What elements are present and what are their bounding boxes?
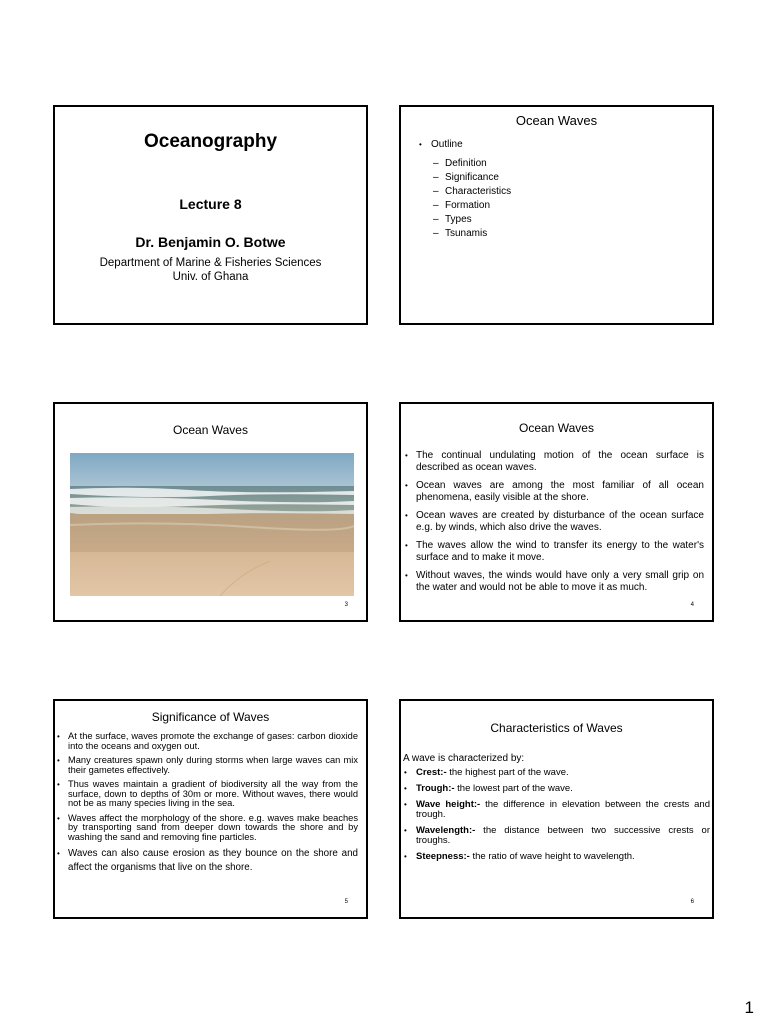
list-item: • The waves allow the wind to transfer its energy to the water's surface and to make it move. (405, 540, 704, 564)
term: Steepness:- (416, 851, 470, 862)
affiliation (55, 256, 366, 284)
outline-label: Outline (431, 139, 463, 150)
department: Department of Marine & Fisheries Sciences (99, 257, 322, 269)
slide-number: 3 (344, 602, 348, 608)
list-item: – Definition (433, 158, 487, 169)
university: Univ. of Ghana (172, 271, 249, 283)
slide-number: 4 (690, 602, 694, 608)
slide-significance (53, 699, 368, 919)
term: Trough:- (416, 783, 455, 794)
term: Crest:- (416, 767, 447, 778)
slide-ocean-waves-definition (399, 402, 714, 622)
slide-3-title: Ocean Waves (173, 423, 248, 437)
list-item: • Waves can also cause erosion as they bounce on the shore and affect the organisms that live on the shore. (57, 847, 358, 875)
definition: the highest part of the wave. (446, 767, 569, 778)
slide-outline (399, 105, 714, 325)
slide-number: 6 (690, 899, 694, 905)
slide-2-title: Ocean Waves (515, 113, 598, 128)
slide-6-title: Characteristics of Waves (490, 721, 623, 735)
list-item (403, 768, 710, 778)
outline-item: Significance (445, 172, 499, 183)
list-item: – Tsunamis (433, 228, 488, 239)
bullet-list (57, 732, 358, 880)
lecture-number: Lecture 8 (179, 196, 242, 212)
list-item: • Without waves, the winds would have only a very small grip on the water and would not be able to move it as much. (405, 570, 704, 594)
list-item: • Ocean waves are created by disturbance of the ocean surface e.g. by winds, which also drive the waves. (405, 510, 704, 534)
slide-title (53, 105, 368, 325)
slide-4-title: Ocean Waves (519, 421, 594, 435)
outline-item: Characteristics (445, 186, 512, 197)
slide-5-title: Significance of Waves (151, 710, 270, 724)
slide-characteristics (399, 699, 714, 919)
bullet-list (405, 450, 704, 600)
list-item: • Ocean waves are among the most familiar of all ocean phenomena, easily visible at the shore. (405, 480, 704, 504)
term: Wave height:- (416, 799, 481, 810)
slide-number: 5 (344, 899, 348, 905)
beach-waves-photo (70, 453, 354, 596)
list-item: • Waves affect the morphology of the shore. e.g. waves make beaches by transporting sand from deeper down towards the shore and by washing the sand and removing fine particles. (57, 814, 358, 843)
outline-heading (419, 139, 463, 150)
slide-ocean-photo (53, 402, 368, 622)
outline-item: Types (445, 214, 472, 225)
outline-item: Definition (445, 158, 487, 169)
bullet-list (403, 768, 710, 868)
slide-1-title: Oceanography (143, 131, 278, 152)
list-item: – Significance (433, 172, 499, 183)
list-item: • Many creatures spawn only during storms when large waves can mix their gametes effectively. (57, 756, 358, 775)
list-item (403, 852, 710, 862)
term: Wavelength:- (416, 825, 476, 836)
characteristics-intro: A wave is characterized by: (403, 753, 525, 764)
list-item: • The continual undulating motion of the ocean surface is described as ocean waves. (405, 450, 704, 474)
list-item: – Types (433, 214, 472, 225)
definition: the ratio of wave height to wavelength. (469, 851, 635, 862)
bullet-icon: • (419, 140, 422, 149)
outline-item: Formation (445, 200, 491, 211)
list-item: • Thus waves maintain a gradient of biodiversity all the way from the surface, down to depths of 30m or more. Without waves, there would not be as many species living in the sea. (57, 780, 358, 809)
definition: the lowest part of the wave. (454, 783, 573, 794)
list-item (403, 800, 710, 820)
list-item: – Characteristics (433, 186, 512, 197)
author-name: Dr. Benjamin O. Botwe (135, 234, 286, 250)
definition: the distance between two successive crests or troughs. (416, 825, 710, 846)
list-item: • At the surface, waves promote the exchange of gases: carbon dioxide into the oceans and oxygen out. (57, 732, 358, 751)
list-item (403, 826, 710, 846)
definition: the difference in elevation between the crests and trough. (416, 799, 710, 820)
list-item (403, 784, 710, 794)
page-number: 1 (744, 998, 754, 1017)
outline-list (433, 157, 511, 241)
outline-item: Tsunamis (445, 228, 488, 239)
list-item: – Formation (433, 200, 491, 211)
